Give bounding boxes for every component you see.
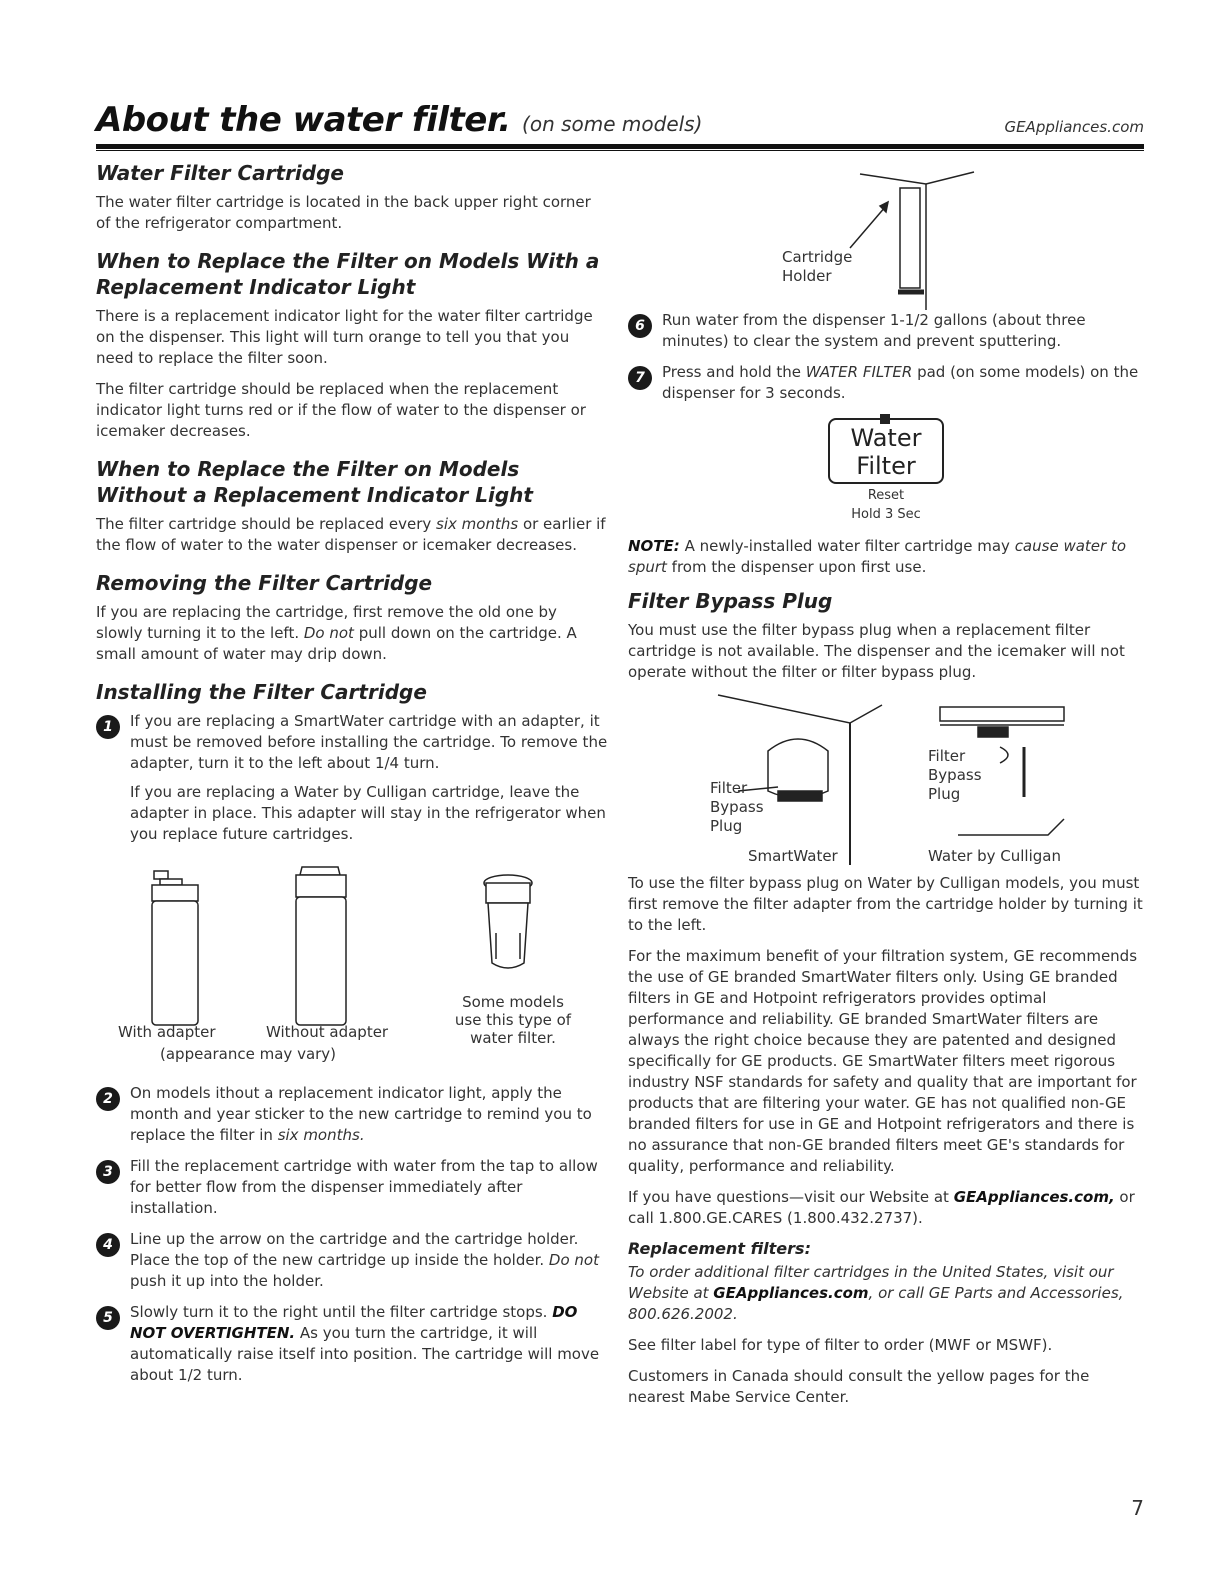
site-url[interactable]: GEAppliances.com [1004,118,1144,136]
cartridge-holder-icon [628,160,1144,310]
step-number-2: 2 [96,1087,120,1111]
label-some-models: Some models use this type of water filter. [454,993,572,1047]
label-cartridge-holder: Cartridge Holder [782,248,853,285]
step-5: 5 Slowly turn it to the right until the filter cartridge stops. DO NOT OVERTIGHTEN. As you turn the cartridge, it will automatically raise itself into position. The cartridge will move about 1/2 turn. [96,1302,608,1386]
order-text: To order additional filter cartridges in the United States, visit our Website at GEAppliances.com, or call GE Parts and Accessories, 800.626.2002. [628,1263,1124,1323]
step-number-4: 4 [96,1233,120,1257]
step-3: 3 Fill the replacement cartridge with water from the tap to allow for better flow from the dispenser immediately after installation. [96,1156,608,1219]
removing-heading: Removing the Filter Cartridge [96,571,433,595]
right-column [628,160,1144,1418]
step-number-3: 3 [96,1160,120,1184]
step-7: 7 Press and hold the WATER FILTER pad (on some models) on the dispenser for 3 seconds. [628,362,1144,404]
cartridge-heading: Water Filter Cartridge [96,161,344,185]
with-light-p2: The filter cartridge should be replaced when the replacement indicator light turns red or if the flow of water to the dispenser or icemaker decreases. [96,380,586,440]
step-number-1: 1 [96,715,120,739]
step-2: 2 On models ithout a replacement indicator light, apply the month and year sticker to the new cartridge to remind you to replace the filter in six months. [96,1083,608,1146]
cartridge-holder-figure [628,160,1144,310]
left-column [96,160,608,1396]
label-smartwater: SmartWater [748,847,838,865]
header-rule-thin [96,150,1144,151]
bypass-text: You must use the filter bypass plug when a replacement filter cartridge is not available. The dispenser and the icemaker will not operate without the filter or filter bypass plug. [628,621,1125,681]
step-1: 1 If you are replacing a SmartWater cartridge with an adapter, it must be removed before installing the cartridge. To remove the adapter, turn it to the left about 1/4 turn. If you are replacing a Water by Culligan cartridge, leave the adapter in place. This adapter will stay in the refrigerator when you replace future cartridges. [96,711,608,845]
step-number-7: 7 [628,366,652,390]
page-title: About the water filter. (on some models) [96,100,703,140]
bypass-plug-figure [628,687,1144,865]
label-culligan: Water by Culligan [928,847,1061,865]
header-rule [96,144,1144,149]
water-filter-pad[interactable]: Water Filter [828,414,944,486]
label-with-adapter: With adapter [118,1023,216,1041]
page-number: 7 [1131,1496,1144,1520]
bypass-heading: Filter Bypass Plug [628,589,833,613]
without-light-text: The filter cartridge should be replaced every six months or earlier if the flow of water to the water dispenser or icemaker decreases. [96,515,606,554]
canada-text: Customers in Canada should consult the yellow pages for the nearest Mabe Service Center. [628,1367,1090,1406]
bypass-plug-icon [628,687,1144,865]
ge-website-link[interactable]: GEAppliances.com, [953,1188,1115,1206]
replacement-heading: Replacement filters: [628,1239,811,1258]
label-without-adapter: Without adapter [266,1023,389,1041]
cartridge-without-adapter-icon [296,867,346,1025]
note-text: NOTE: A newly-installed water filter cartridge may cause water to spurt from the dispenser upon first use. [628,537,1127,576]
step-6: 6 Run water from the dispenser 1-1/2 gallons (about three minutes) to clear the system and prevent sputtering. [628,310,1144,352]
step-4: 4 Line up the arrow on the cartridge and the cartridge holder. Place the top of the new cartridge up inside the holder. Do not push it up into the holder. [96,1229,608,1292]
pad-reset-label: Reset Hold 3 Sec [851,488,921,522]
see-label-text: See filter label for type of filter to order (MWF or MSWF). [628,1336,1053,1354]
without-light-heading: When to Replace the Filter on Models Without a Replacement Indicator Light [96,457,533,507]
order-website-link[interactable]: GEAppliances.com [713,1284,869,1302]
with-light-heading: When to Replace the Filter on Models With a Replacement Indicator Light [96,249,600,299]
with-light-p1: There is a replacement indicator light for the water filter cartridge on the dispenser. This light will turn orange to tell you that you need to replace the filter soon. [96,307,593,367]
indicator-light-icon [880,414,890,424]
label-appearance: (appearance may vary) [160,1045,337,1063]
step-number-6: 6 [628,314,652,338]
installing-heading: Installing the Filter Cartridge [96,680,427,704]
step-number-5: 5 [96,1306,120,1330]
benefit-text: For the maximum benefit of your filtration system, GE recommends the use of GE branded SmartWater filters only. Using GE branded filters in GE and Hotpoint refrigerators provides optimal performance and reliability. GE branded SmartWater filters are always the right choice because they are patented and designed specifically for GE products. GE SmartWater filters meet rigorous industry NSF standards for safety and quality that are important for products that are filtering your water. GE has not qualified non-GE branded filters for use in GE and Hotpoint refrigerators and there is no assurance that non-GE branded filters meet GE's standards for quality, performance and reliability. [628,947,1138,1175]
cartridge-with-adapter-icon [152,871,198,1025]
cartridge-text: The water filter cartridge is located in the back upper right corner of the refrigerator compartment. [96,193,591,232]
label-bypass-culligan: Filter Bypass Plug [928,747,982,803]
culligan-text: To use the filter bypass plug on Water by Culligan models, you must first remove the filter adapter from the cartridge holder by turning it to the left. [628,874,1143,934]
culligan-filter-icon [484,875,532,968]
cartridge-figures [96,855,608,1075]
removing-text: If you are replacing the cartridge, first remove the old one by slowly turning it to the left. Do not pull down on the cartridge. A small amount of water may drip down. [96,603,577,663]
questions-text: If you have questions—visit our Website at GEAppliances.com, or call 1.800.GE.CARES (1.800.432.2737). [628,1188,1135,1227]
label-bypass-smartwater: Filter Bypass Plug [710,779,764,835]
